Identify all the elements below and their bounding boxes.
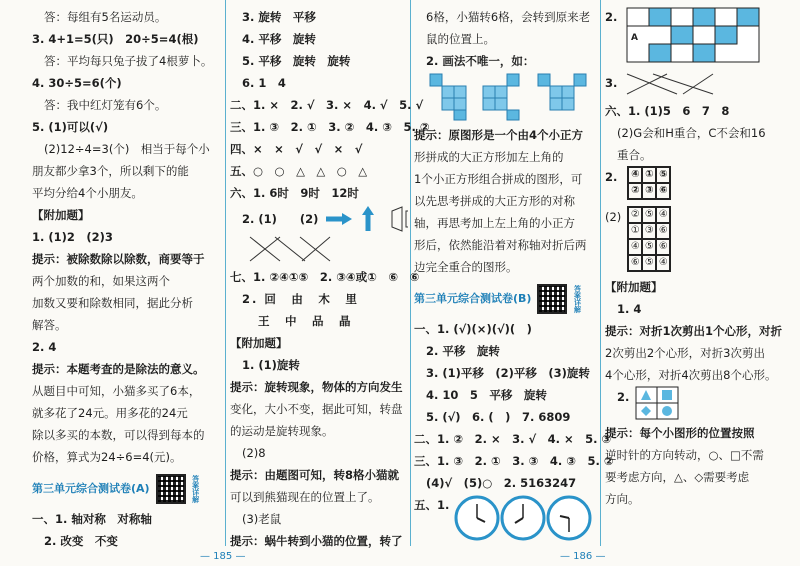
grid-cell: ⑥	[628, 255, 642, 271]
hint-line: 提示：由题图可知，转8格小猫就	[230, 468, 399, 482]
figure-1	[430, 74, 466, 120]
hint-line: 提示：被除数除以除数，商要等于	[32, 252, 205, 266]
grid-cell: ②	[628, 183, 642, 199]
arrowhead-icon	[362, 206, 374, 215]
qr-code-icon[interactable]	[537, 284, 567, 314]
figure-3	[538, 74, 586, 110]
hint-line: 除以多买的本数，可以得到每本的	[32, 428, 205, 442]
answer-line: 3. 4+1=5(只) 20÷5=4(根)	[32, 32, 199, 46]
hint-line: 方向。	[605, 492, 640, 506]
section-title-b: 第三单元综合测试卷(B) 答案详解	[414, 285, 582, 313]
answer-line: 3. (1)平移 (2)平移 (3)旋转	[426, 366, 590, 380]
hint-line: 形后，依然能沿着对称轴对折后两	[414, 238, 587, 252]
hint-line: 从题目中可知，小猫多买了6本，	[32, 384, 201, 398]
answer-line: 2. 回 由 木 里	[242, 292, 359, 306]
hint-line: 以先思考拼成的大正方形的对称	[414, 194, 575, 208]
answer-line: 三、1. ③ 2. ① 3. ② 4. ③ 5. ②	[230, 120, 430, 134]
figure-2	[483, 74, 519, 120]
answer-line: 五、1.	[414, 494, 598, 544]
grid-cell: ①	[642, 167, 656, 183]
hint-line: 加数又要和除数相同，据此分析	[32, 296, 193, 310]
answer-line: 4. 平移 旋转	[242, 32, 316, 46]
answer-line: 答：我中红灯笼有6个。	[44, 98, 167, 112]
answer-line: (2)12÷4=3(个) 相当于每个小	[44, 142, 210, 156]
grid-cell: ⑥	[656, 183, 670, 199]
hint-line: 提示：本题考查的是除法的意义。	[32, 362, 205, 376]
hint-line: 解答。	[32, 318, 67, 332]
answer-line: 二、1. × 2. √ 3. × 4. √ 5. √	[230, 98, 424, 112]
qr-code-icon[interactable]	[156, 474, 186, 504]
label-a: A	[631, 33, 639, 43]
grid-cell: ③	[642, 183, 656, 199]
answer-line: 2. ④ ① ⑤ ② ③ ⑥	[605, 166, 777, 206]
hint-line: 提示：对折1次剪出1个心形，对折	[605, 324, 783, 338]
number-grid-2	[627, 206, 671, 272]
column-divider	[225, 0, 226, 546]
rotation-figures	[322, 205, 408, 233]
grid-cell: ⑤	[642, 255, 656, 271]
answer-line: (2) ② ⑤ ④ ① ③ ⑥ ④ ⑤ ⑥ ⑥ ⑤ ④	[605, 206, 777, 276]
answer-line: 朋友都少拿3个，所以剩下的能	[32, 164, 189, 178]
hint-line: 两个加数的和，如果这两个	[32, 274, 170, 288]
answer-line: 2. A	[605, 6, 777, 66]
bonus-heading: 【附加题】	[32, 208, 90, 222]
clock-icon	[456, 497, 498, 539]
answer-line: 5. 平移 旋转 旋转	[242, 54, 351, 68]
hint-line: 逆时针的方向转动，○、□不需	[605, 448, 764, 462]
hint-line: 变化，大小不变，据此可知，转盘	[230, 402, 403, 416]
answer-line: (3)老鼠	[242, 512, 282, 526]
hint-line: 提示：旋转现象，物体的方向发生	[230, 380, 403, 394]
hint-line: 提示：蜗牛转到小猫的位置，转了	[230, 534, 403, 548]
hint-line: 6格，小猫转6格，会转到原来老	[426, 10, 591, 24]
hint-line: 的运动是旋转现象。	[230, 424, 334, 438]
answer-line: 2. 4	[32, 340, 57, 354]
qr-label: 答案详解	[573, 285, 582, 313]
answer-line: (2)G会和H重合，C不会和16	[617, 126, 766, 140]
answer-line: 2. (1) (2)	[230, 204, 408, 234]
answer-line: (2)8	[242, 446, 266, 460]
answer-line: 王 中 品 晶	[258, 314, 353, 328]
bonus-heading: 【附加题】	[605, 280, 663, 294]
answer-line: 1. 4	[617, 302, 642, 316]
answer-line: 五、○ ○ △ △ ○ △	[230, 164, 368, 178]
hint-line: 就多花了24元。用多花的24元	[32, 406, 188, 420]
number-grid-1	[627, 166, 671, 200]
clock-icon	[502, 497, 544, 539]
answer-line: (4)√ (5)○ 2. 5163247	[426, 476, 577, 490]
answer-line: 平均分给4个小朋友。	[32, 186, 143, 200]
answer-line: 2. 画法不唯一，如：	[426, 54, 535, 68]
grid-cell: ⑤	[642, 239, 656, 255]
column-3	[414, 6, 614, 544]
answer-line: 2.	[605, 386, 777, 422]
hint-line: 轴，再思考加上左上角的小正方	[414, 216, 575, 230]
grid-cell: ③	[642, 223, 656, 239]
column-4	[605, 6, 783, 510]
trapezoid-icon	[392, 207, 402, 231]
cross-figure	[230, 234, 408, 266]
bonus-heading: 【附加题】	[230, 336, 288, 350]
answer-line: 1. (1)旋转	[242, 358, 300, 372]
column-1	[32, 6, 222, 552]
hint-line: 提示：每个小图形的位置按照	[605, 426, 755, 440]
hint-line: 提示：原图形是一个由4个小正方	[414, 128, 583, 142]
grid-cell: ⑤	[642, 207, 656, 223]
hint-line: 可以到熊猫现在的位置上了。	[230, 490, 380, 504]
answer-line: 4. 30÷5=6(个)	[32, 76, 122, 90]
column-2	[230, 6, 430, 552]
clock-faces	[453, 494, 593, 542]
answer-line: 二、1. ② 2. × 3. √ 4. × 5. ③	[414, 432, 612, 446]
hint-line: 2次剪出2个心形，对折3次剪出	[605, 346, 765, 360]
rectangle-icon	[406, 211, 408, 227]
grid-cell: ④	[656, 207, 670, 223]
hint-line: 边完全重合的图形。	[414, 260, 518, 274]
answer-line: 答：平均每只兔子拔了4根萝卜。	[44, 54, 213, 68]
answer-line: 5. (√) 6. ( ) 7. 6809	[426, 410, 571, 424]
section-title-a: 第三单元综合测试卷(A) 答案详解	[32, 475, 200, 503]
page-number-left: — 185 —	[200, 551, 246, 562]
circle-icon	[662, 406, 672, 416]
answer-line: 四、× × √ √ × √	[230, 142, 363, 156]
answer-line: 三、1. ③ 2. ① 3. ③ 4. ③ 5. ②	[414, 454, 614, 468]
grid-cell: ②	[628, 207, 642, 223]
answer-line: 答：每组有5名运动员。	[44, 10, 167, 24]
grid-cell: ⑥	[656, 223, 670, 239]
qr-label: 答案详解	[191, 475, 200, 503]
answer-line: 六、1. (1)5 6 7 8	[605, 104, 730, 118]
answer-line: 4. 10 5 平移 旋转	[426, 388, 547, 402]
grid-cell: ⑤	[656, 167, 670, 183]
page-number-right: — 186 —	[560, 551, 606, 562]
grid-cell: ④	[628, 167, 642, 183]
answer-line: 2. 改变 不变	[44, 534, 118, 548]
line-match-figure	[623, 68, 723, 98]
grid-cell: ①	[628, 223, 642, 239]
hint-line: 鼠的位置上。	[426, 32, 495, 46]
answer-line: 3.	[605, 66, 777, 100]
answer-line: 6. 1 4	[242, 76, 286, 90]
clock-icon	[548, 497, 590, 539]
hint-line: 形拼成的大正方形加左上角的	[414, 150, 564, 164]
tiling-figure	[623, 6, 763, 64]
grid-cell: ④	[628, 239, 642, 255]
hint-line: 价格，算式为24÷6=4(元)。	[32, 450, 182, 464]
symmetry-figures	[414, 72, 598, 124]
answer-line: 重合。	[617, 148, 652, 162]
grid-cell: ④	[656, 255, 670, 271]
answer-line: 一、1. (√)(×)(√)( )	[414, 322, 532, 336]
answer-line: 2. 平移 旋转	[426, 344, 500, 358]
answer-line: 六、1. 6时 9时 12时	[230, 186, 359, 200]
answer-line: 1. (1)2 (2)3	[32, 230, 113, 244]
grid-cell: ⑥	[656, 239, 670, 255]
cross-line	[275, 237, 305, 261]
hint-line: 1个小正方形组合拼成的图形，可	[414, 172, 583, 186]
answer-line: 七、1. ②④①⑤ 2. ③④或① ⑥ ⑥	[230, 270, 420, 284]
arrowhead-icon	[342, 213, 352, 225]
answer-line: 3. 旋转 平移	[242, 10, 316, 24]
shape-grid-figure	[635, 386, 679, 420]
answer-line: 一、1. 轴对称 对称轴	[32, 512, 152, 526]
square-icon	[662, 390, 672, 400]
hint-line: 要考虑方向，△、◇需要考虑	[605, 470, 750, 484]
hint-line: 4个心形，对折4次剪出8个心形。	[605, 368, 777, 382]
answer-line: 5. (1)可以(√)	[32, 120, 109, 134]
